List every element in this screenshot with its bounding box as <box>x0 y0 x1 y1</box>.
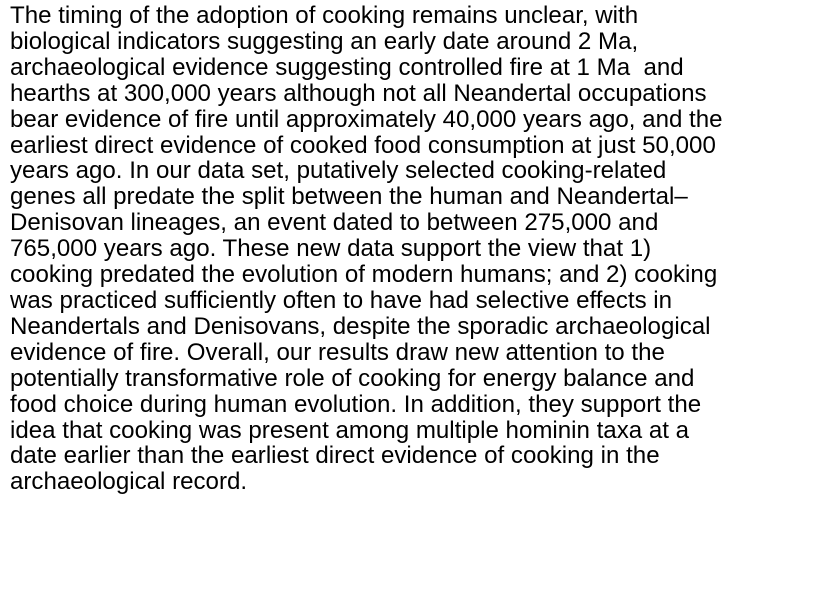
text-line: The timing of the adoption of cooking remains unclear, with <box>10 2 639 29</box>
text-line: Neandertals and Denisovans, despite the sporadic archaeological <box>10 312 711 340</box>
text-line: date earlier than the earliest direct evidence of cooking in the <box>10 442 660 470</box>
text-line: idea that cooking was present among multiple hominin taxa at a <box>10 416 690 444</box>
text-line: genes all predate the split between the human and Neandertal– <box>10 183 688 211</box>
text-line: 765,000 years ago. These new data support the view that 1) <box>10 235 652 263</box>
text-line: archaeological record. <box>10 468 248 496</box>
text-line: evidence of fire. Overall, our results draw new attention to the <box>10 338 665 366</box>
paragraph <box>10 3 810 495</box>
text-line: earliest direct evidence of cooked food consumption at just 50,000 <box>10 131 716 159</box>
text-line: Denisovan lineages, an event dated to between 275,000 and <box>10 209 659 237</box>
text-line: cooking predated the evolution of modern humans; and 2) cooking <box>10 261 718 289</box>
text-line: years ago. In our data set, putatively selected cooking-related <box>10 157 667 185</box>
text-line: potentially transformative role of cooking for energy balance and <box>10 364 695 392</box>
text-line: hearths at 300,000 years although not all Neandertal occupations <box>10 79 707 107</box>
text-line: bear evidence of fire until approximately 40,000 years ago, and the <box>10 105 723 133</box>
text-line: biological indicators suggesting an early date around 2 Ma, <box>10 27 639 55</box>
text-line: food choice during human evolution. In addition, they support the <box>10 390 702 418</box>
text-line: archaeological evidence suggesting controlled fire at 1 Ma and <box>10 53 684 81</box>
text-line: was practiced sufficiently often to have had selective effects in <box>10 286 673 314</box>
